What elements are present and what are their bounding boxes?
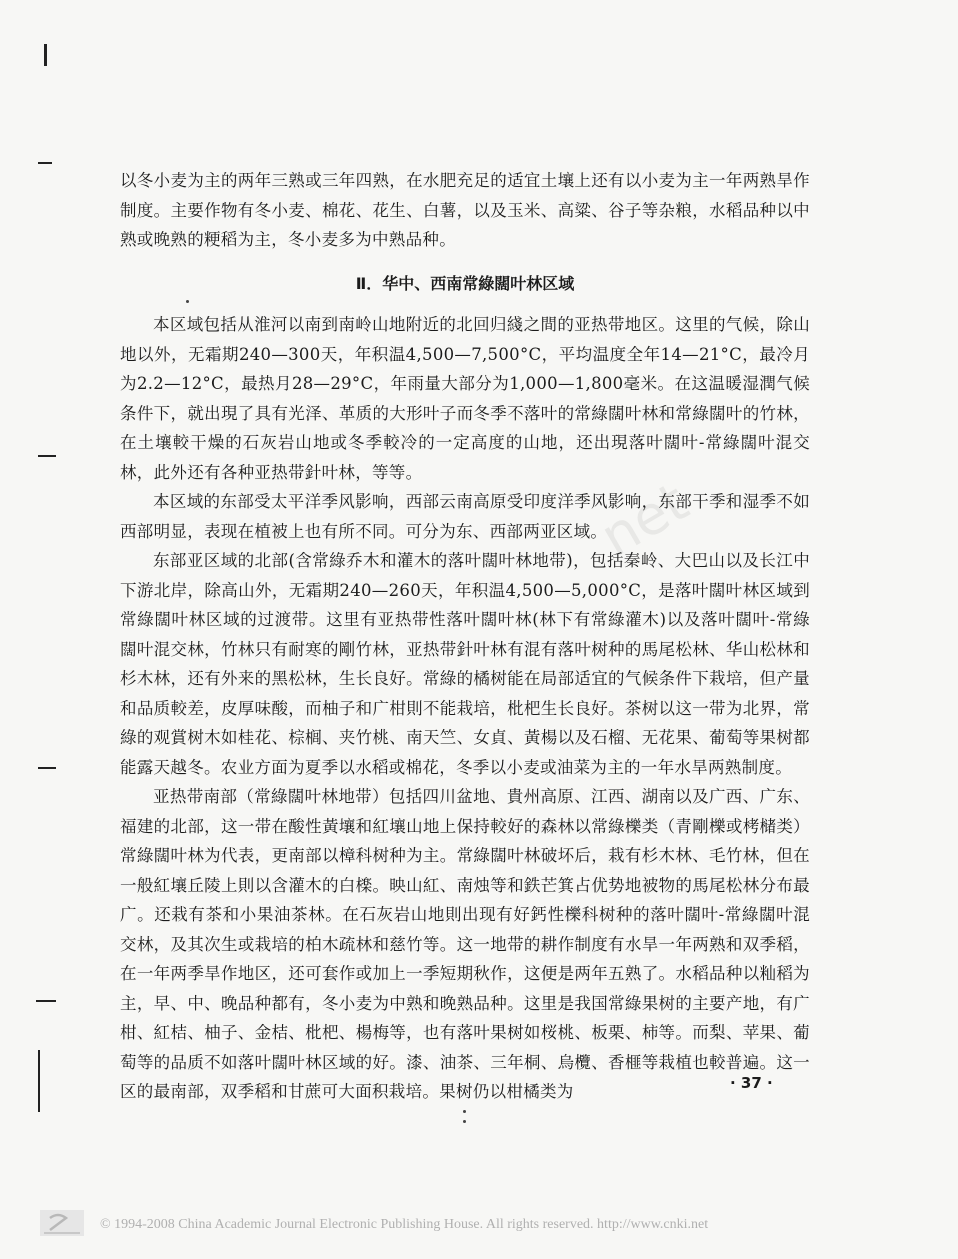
scan-mark-top [44, 44, 47, 66]
watermark: net [590, 470, 699, 569]
scan-dot-1 [186, 300, 189, 303]
scan-mark-margin-1 [38, 162, 52, 164]
paragraph-2: 本区域的东部受太平洋季风影响，西部云南高原受印度洋季风影响，东部干季和湿季不如西部明显，表现在植被上也有所不同。可分为东、西部两亚区域。 [120, 492, 810, 541]
main-text-block [120, 310, 810, 1107]
scan-dot-2 [463, 1110, 466, 1113]
scan-mark-margin-4 [36, 1000, 56, 1002]
scan-mark-margin-2 [38, 455, 56, 457]
top-text-block [120, 166, 810, 255]
paragraph-3: 东部亚区域的北部(含常綠乔木和灌木的落叶闊叶林地带)，包括秦岭、大巴山以及长江中下游北岸，除高山外，无霜期240—260天，年积温4,500—5,000°C，是落叶闊叶林区域到常綠闊叶林区域的过渡带。这里有亚热带性落叶闊叶林(林下有常綠灌木)以及落叶闊叶-常綠闊叶混交林，竹林只有耐寒的剛竹林，亚热带針叶林有混有落叶树种的馬尾松林、华山松林和杉木林，还有外来的黑松林，生长良好。常綠的橘树能在局部适宜的气候条件下栽培，但产量和品质較差，皮厚味酸，而柚子和广柑則不能栽培，枇杷生长良好。茶树以这一带为北界，常綠的观賞树木如桂花、棕榈、夹竹桃、南天竺、女貞、黃楊以及石榴、无花果、葡萄等果树都能露天越冬。农业方面为夏季以水稻或棉花，冬季以小麦或油菜为主的一年水旱两熟制度。 [120, 551, 810, 777]
copyright-footer: © 1994-2008 China Academic Journal Electronic Publishing House. All rights reserved. http://www.cnki.net [100, 1217, 709, 1232]
paragraph-1: 本区域包括从淮河以南到南岭山地附近的北回归綫之間的亚热带地区。这里的气候，除山地以外，无霜期240—300天，年积温4,500—7,500°C，平均温度全年14—21°C，最冷月为2.2—12°C，最热月28—29°C，年雨量大部分为1,000—1,800毫米。在这温暖湿潤气候条件下，就出現了具有光泽、革质的大形叶子而冬季不落叶的常綠闊叶林和常綠闊叶的竹林，在土壤較干燥的石灰岩山地或冬季較冷的一定高度的山地，还出現落叶闊叶-常綠闊叶混交林，此外还有各种亚热带針叶林，等等。 [120, 315, 810, 482]
scan-mark-margin-3 [38, 767, 56, 769]
publisher-logo-icon [40, 1210, 84, 1236]
top-paragraph: 以冬小麦为主的两年三熟或三年四熟，在水肥充足的适宜土壤上还有以小麦为主一年两熟旱作制度。主要作物有冬小麦、棉花、花生、白薯，以及玉米、高粱、谷子等杂粮，水稻品种以中熟或晚熟的粳稻为主，冬小麦多为中熟品种。 [120, 171, 810, 249]
scan-dot-3 [463, 1120, 466, 1123]
scan-border-left [38, 1050, 40, 1112]
page-number: · 37 · [730, 1074, 773, 1092]
paragraph-4: 亚热带南部（常綠闊叶林地带）包括四川盆地、貴州高原、江西、湖南以及广西、广东、福建的北部，这一带在酸性黃壤和紅壤山地上保持較好的森林以常綠櫟类（青剛櫟或栲槠类）常綠闊叶林为代表，更南部以樟科树种为主。常綠闊叶林破坏后，栽有杉木林、毛竹林，但在一般紅壤丘陵上則以含灌木的白檪。映山紅、南烛等和鉄芒箕占优势地被物的馬尾松林分布最广。还栽有茶和小果油茶林。在石灰岩山地則出现有好鈣性櫟科树种的落叶闊叶-常綠闊叶混交林，及其次生或栽培的柏木疏林和慈竹等。这一地带的耕作制度有水旱一年两熟和双季稻，在一年两季旱作地区，还可套作或加上一季短期秋作，这便是两年五熟了。水稻品种以籼稻为主，早、中、晚品种都有，冬小麦为中熟和晚熟品种。这里是我国常綠果树的主要产地，有广柑、紅桔、柚子、金桔、枇杷、楊梅等，也有落叶果树如桜桃、板栗、柿等。而梨、苹果、葡萄等的品质不如落叶闊叶林区域的好。漆、油茶、三年桐、烏欖、香榧等栽植也較普遍。这一区的最南部，双季稻和甘蔗可大面积栽培。果树仍以柑橘类为 [120, 787, 810, 1101]
section-heading: Ⅱ．华中、西南常綠闊叶林区域 [355, 274, 575, 293]
